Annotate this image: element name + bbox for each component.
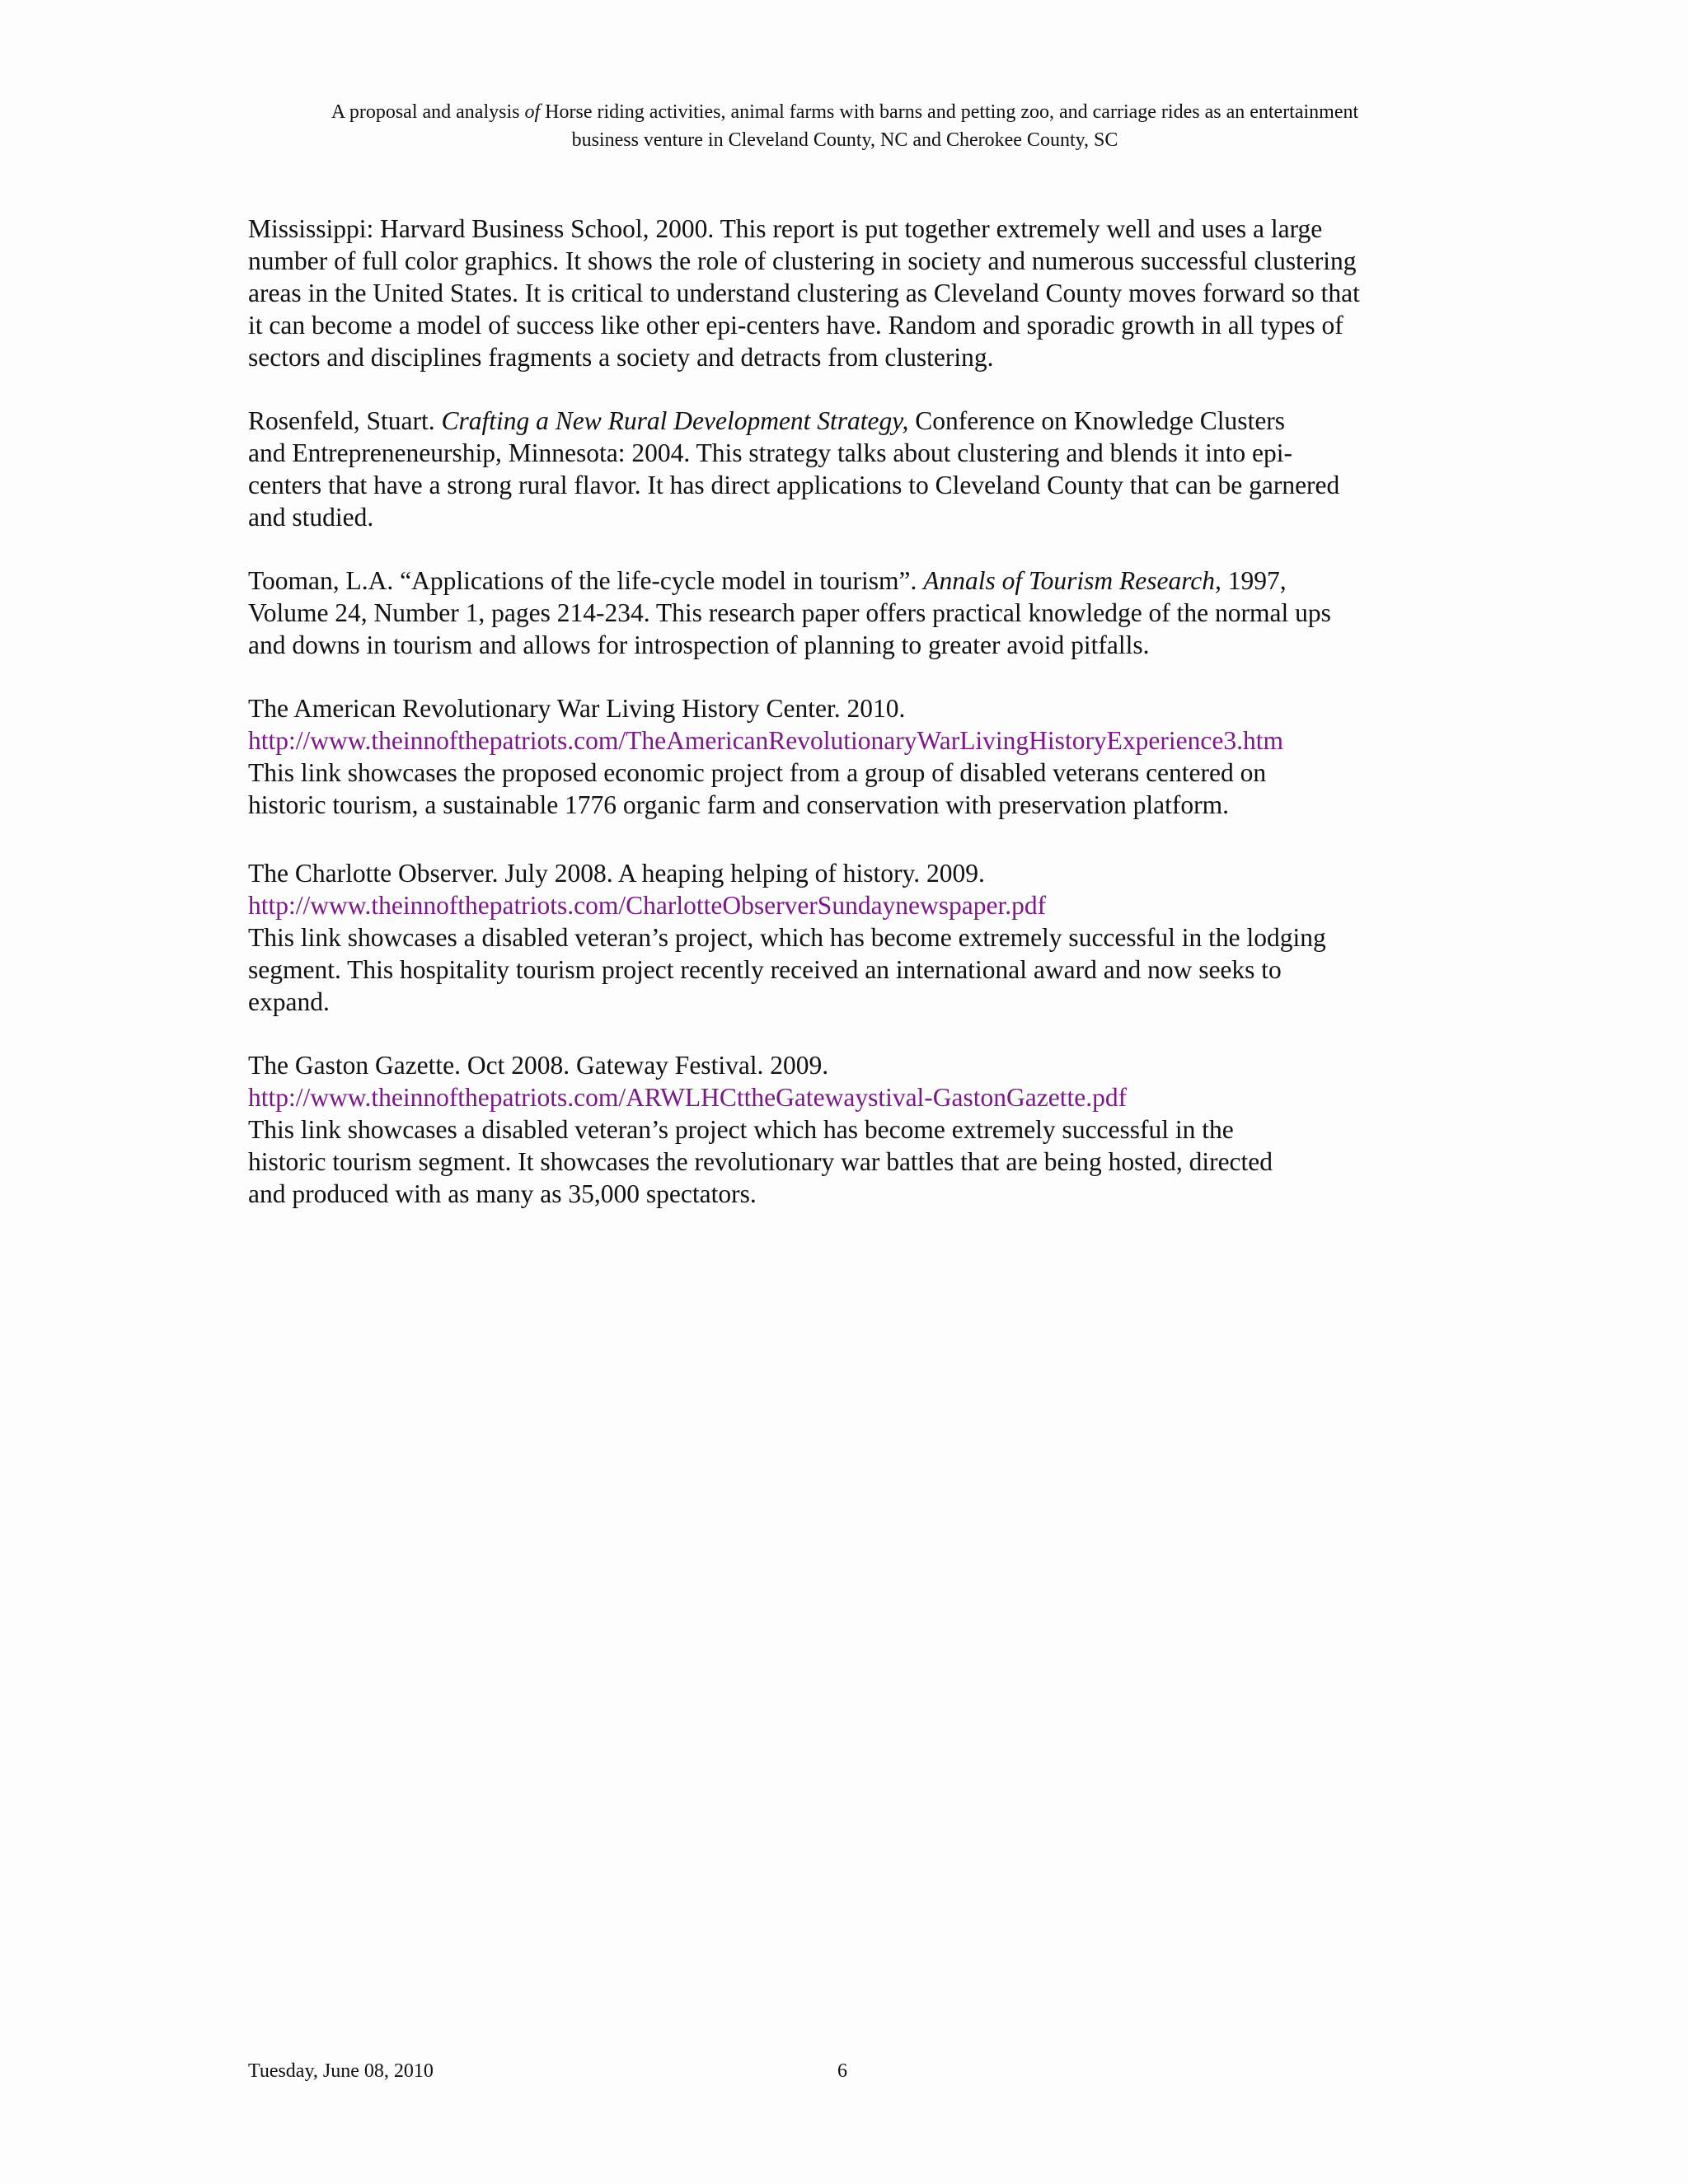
journal-title: Annals of Tourism Research, xyxy=(923,566,1221,595)
header-italic-word: of xyxy=(524,101,541,123)
reference-link[interactable]: http://www.theinnofthepatriots.com/CharlotteObserverSundaynewspaper.pdf xyxy=(248,891,1047,920)
reference-entry-gaston-gazette: The Gaston Gazette. Oct 2008. Gateway Festival. 2009. http://www.theinnofthepatriots.com/ARWLHCttheGatewaystival-GastonGazette.pdf This link showcases a disabled veteran’s project which has become extremely successful in the historic tourism segment. It showcases the revolutionary war battles that are being hosted, directed and produced with as many as 35,000 spectators. xyxy=(248,1049,1443,1210)
page-number: 6 xyxy=(837,2060,847,2082)
reference-entry-charlotte-observer: The Charlotte Observer. July 2008. A heaping helping of history. 2009. http://www.theinnofthepatriots.com/CharlotteObserverSundaynewspaper.pdf This link showcases a disabled veteran’s project, which has become extremely successful in the lodging segment. This hospitality tourism project recently received an international award and now seeks to expand. xyxy=(248,857,1443,1018)
reference-entry-harvard: Mississippi: Harvard Business School, 2000. This report is put together extremely well and uses a large number of full color graphics. It shows the role of clustering in society and numerous successful clustering areas in the United States. It is critical to understand clustering as Cleveland County moves forward so that it can become a model of success like other epi-centers have. Random and sporadic growth in all types of sectors and disciplines fragments a society and detracts from clustering. xyxy=(248,214,1360,372)
header-line-2: business venture in Cleveland County, NC and Cherokee County, SC xyxy=(571,129,1118,151)
footer-date: Tuesday, June 08, 2010 xyxy=(248,2060,434,2082)
header-line-1: A proposal and analysis of Horse riding activities, animal farms with barns and petting zoo, and carriage rides as an entertainment xyxy=(331,101,1359,123)
reference-link[interactable]: http://www.theinnofthepatriots.com/ARWLHCttheGatewaystival-GastonGazette.pdf xyxy=(248,1083,1128,1112)
reference-entry-rosenfeld: Rosenfeld, Stuart. Crafting a New Rural Development Strategy, Conference on Knowledge Clusters and Entrepreneneurship, Minnesota: 2004. This strategy talks about clustering and blends it into epi- centers that have a strong rural flavor. It has direct applications to Cleveland County that can be garnered and studied. xyxy=(248,406,1340,532)
reference-link[interactable]: http://www.theinnofthepatriots.com/TheAmericanRevolutionaryWarLivingHistoryExperience3.htm xyxy=(248,726,1283,755)
reference-title: Crafting a New Rural Development Strategy, xyxy=(441,406,909,435)
reference-entry-living-history-center: The American Revolutionary War Living History Center. 2010. http://www.theinnofthepatriots.com/TheAmericanRevolutionaryWarLivingHistoryExperience3.htm This link showcases the proposed economic project from a group of disabled veterans centered on historic tourism, a sustainable 1776 organic farm and conservation with preservation platform. xyxy=(248,692,1443,821)
reference-entry-tooman: Tooman, L.A. “Applications of the life-cycle model in tourism”. Annals of Tourism Research, 1997, Volume 24, Number 1, pages 214-234. This research paper offers practical knowledge of the normal ups and downs in tourism and allows for introspection of planning to greater avoid pitfalls. xyxy=(248,566,1331,659)
running-header xyxy=(247,98,1442,154)
reference-list xyxy=(248,213,1443,1241)
